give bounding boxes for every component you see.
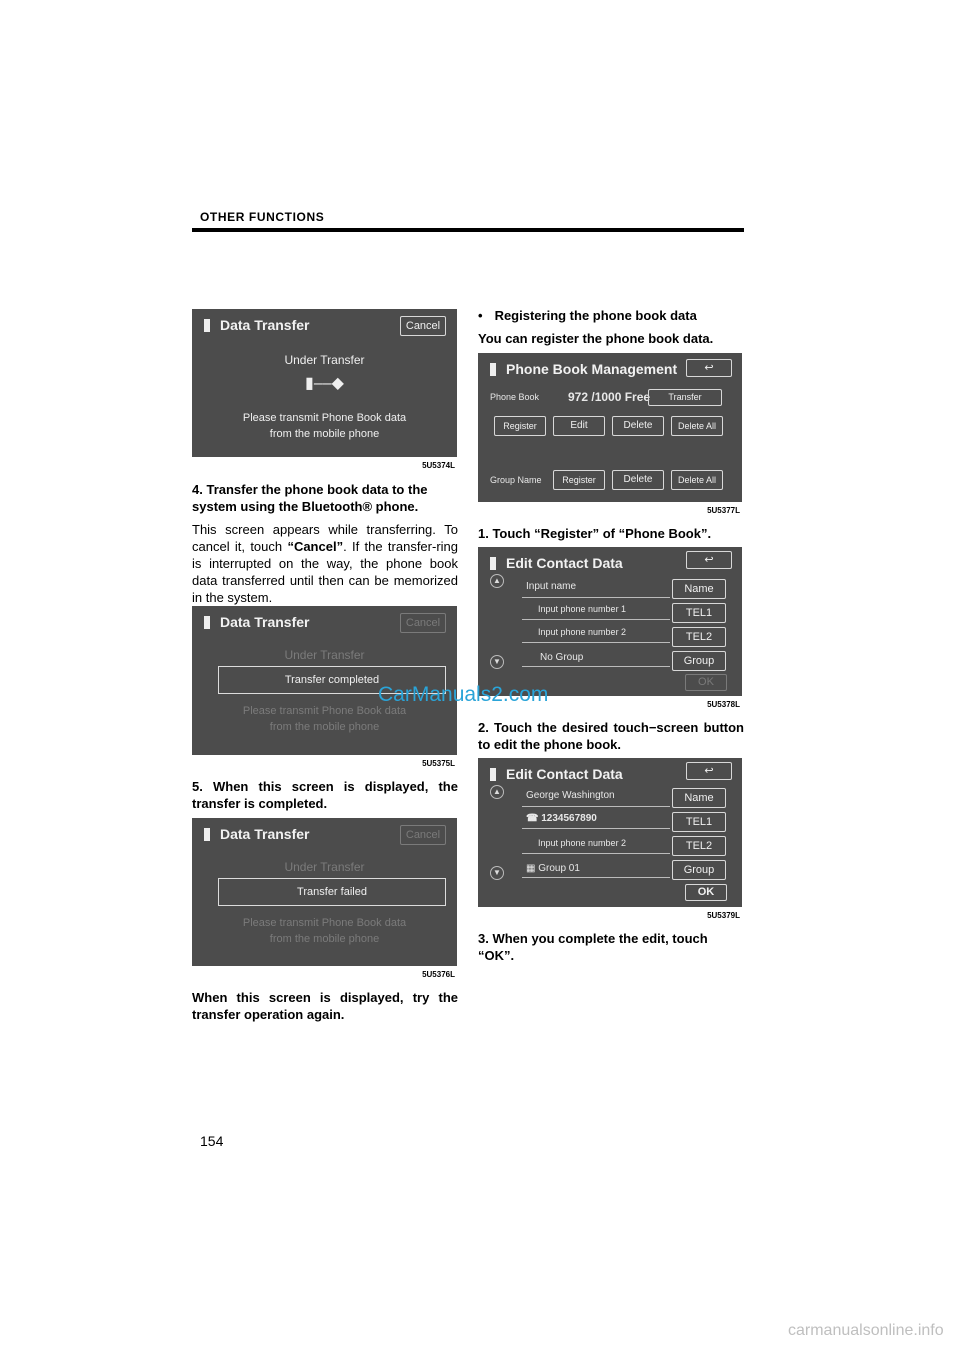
subhead-registering: • Registering the phone book data — [478, 308, 697, 323]
screen-title: Data Transfer — [204, 317, 309, 333]
group-button: Group — [672, 651, 726, 671]
message-line-2: from the mobile phone — [269, 933, 380, 945]
screen-title: Phone Book Management — [490, 361, 677, 377]
image-code: 5U5379L — [707, 911, 740, 920]
scroll-down-icon: ▼ — [490, 655, 504, 669]
section-header: OTHER FUNCTIONS — [200, 210, 325, 224]
phone-book-label: Phone Book — [490, 392, 540, 402]
screenshot-edit-contact-empty — [478, 547, 742, 709]
phone-icon — [204, 828, 210, 841]
divider — [522, 828, 670, 829]
status-text: Under Transfer — [284, 860, 365, 874]
name-field: George Washington — [526, 790, 615, 801]
status-text: Under Transfer — [284, 353, 365, 367]
back-button: ↩ — [686, 762, 732, 780]
group-icon: ▦ — [526, 863, 539, 874]
tel1-button: TEL1 — [672, 603, 726, 623]
image-code: 5U5377L — [707, 506, 740, 515]
image-code: 5U5378L — [707, 700, 740, 709]
image-code: 5U5375L — [422, 759, 455, 768]
tel2-button: TEL2 — [672, 627, 726, 647]
phone2-field: Input phone number 2 — [538, 627, 627, 637]
group-field: ▦ Group 01 — [526, 863, 580, 874]
screen-title: Data Transfer — [204, 614, 309, 630]
edit-button: Edit — [553, 416, 605, 436]
divider — [522, 666, 670, 667]
image-code: 5U5374L — [422, 461, 455, 470]
ok-button: OK — [685, 674, 727, 691]
scroll-up-icon: ▲ — [490, 785, 504, 799]
phone-icon — [490, 557, 496, 570]
cancel-button: Cancel — [400, 825, 446, 845]
group-delete-button: Delete — [612, 470, 664, 490]
screenshot-data-transfer — [192, 309, 457, 470]
screenshot-transfer-failed — [192, 818, 457, 979]
delete-button: Delete — [612, 416, 664, 436]
tel1-button: TEL1 — [672, 812, 726, 832]
phone1-field: ☎ 1234567890 — [526, 813, 597, 824]
message-line-2: from the mobile phone — [269, 721, 380, 733]
back-button: ↩ — [686, 359, 732, 377]
screenshot-phone-book-management — [478, 353, 742, 515]
transfer-button: Transfer — [648, 389, 722, 406]
scroll-up-icon: ▲ — [490, 574, 504, 588]
transfer-icon: ▮‒‒◆ — [305, 375, 344, 392]
name-button: Name — [672, 788, 726, 808]
header-rule — [192, 228, 744, 232]
phone-icon — [490, 768, 496, 781]
register-intro: You can register the phone book data. — [478, 331, 714, 346]
back-button: ↩ — [686, 551, 732, 569]
step-3: 3. When you complete the edit, touch “OK”. — [478, 931, 708, 963]
group-name-label: Group Name — [490, 475, 542, 485]
divider — [522, 642, 670, 643]
screenshot-transfer-completed — [192, 606, 457, 768]
message-line-2: from the mobile phone — [269, 428, 380, 440]
group-register-button: Register — [553, 470, 605, 490]
message-line-1: Please transmit Phone Book data — [242, 705, 407, 717]
group-field: No Group — [540, 652, 584, 663]
divider — [522, 619, 670, 620]
watermark: CarManuals2.com — [378, 683, 549, 706]
delete-all-button: Delete All — [671, 416, 723, 436]
phone2-field: Input phone number 2 — [538, 838, 627, 848]
phone-icon — [204, 616, 210, 629]
name-field: Input name — [526, 581, 577, 592]
step-4-description: This screen appears while transferring. To cancel it, touch “Cancel”. If the transfer-ring is interrupted on the way, the phone book data transferred until then can be memorized in the system. — [192, 522, 459, 605]
screen-title: Edit Contact Data — [490, 555, 623, 571]
message-line-1: Please transmit Phone Book data — [242, 917, 407, 929]
transfer-failed-box: Transfer failed — [218, 878, 446, 906]
phone-icon — [490, 363, 496, 376]
scroll-down-icon: ▼ — [490, 866, 504, 880]
group-delete-all-button: Delete All — [671, 470, 723, 490]
image-code: 5U5376L — [422, 970, 455, 979]
step-1: 1. Touch “Register” of “Phone Book”. — [478, 526, 712, 541]
divider — [522, 853, 670, 854]
message-line-1: Please transmit Phone Book data — [242, 412, 407, 424]
cancel-button: Cancel — [400, 316, 446, 336]
step-5: 5. When this screen is displayed, the transfer is completed. — [192, 779, 458, 811]
page-number: 154 — [200, 1133, 224, 1149]
group-button: Group — [672, 860, 726, 880]
transfer-completed-box: Transfer completed — [218, 666, 446, 694]
tel2-button: TEL2 — [672, 836, 726, 856]
step-4: 4. Transfer the phone book data to the system using the Bluetooth® phone. — [192, 482, 428, 514]
screenshot-edit-contact-filled — [478, 758, 742, 920]
phone1-field: Input phone number 1 — [538, 604, 627, 614]
retry-instruction: When this screen is displayed, try the transfer operation again. — [192, 990, 458, 1022]
divider — [522, 806, 670, 807]
divider — [522, 877, 670, 878]
step-2: 2. Touch the desired touch−screen button to edit the phone book. — [478, 720, 744, 752]
cancel-button: Cancel — [400, 613, 446, 633]
register-button: Register — [494, 416, 546, 436]
ok-button: OK — [685, 884, 727, 901]
divider — [522, 597, 670, 598]
screen-title: Edit Contact Data — [490, 766, 623, 782]
phone-book-count: 972 /1000 Free — [568, 390, 651, 404]
phone-number-icon: ☎ — [526, 813, 542, 824]
name-button: Name — [672, 579, 726, 599]
phone-icon — [204, 319, 210, 332]
screen-title: Data Transfer — [204, 826, 309, 842]
footer-watermark: carmanualsonline.info — [788, 1322, 944, 1339]
status-text: Under Transfer — [284, 648, 365, 662]
